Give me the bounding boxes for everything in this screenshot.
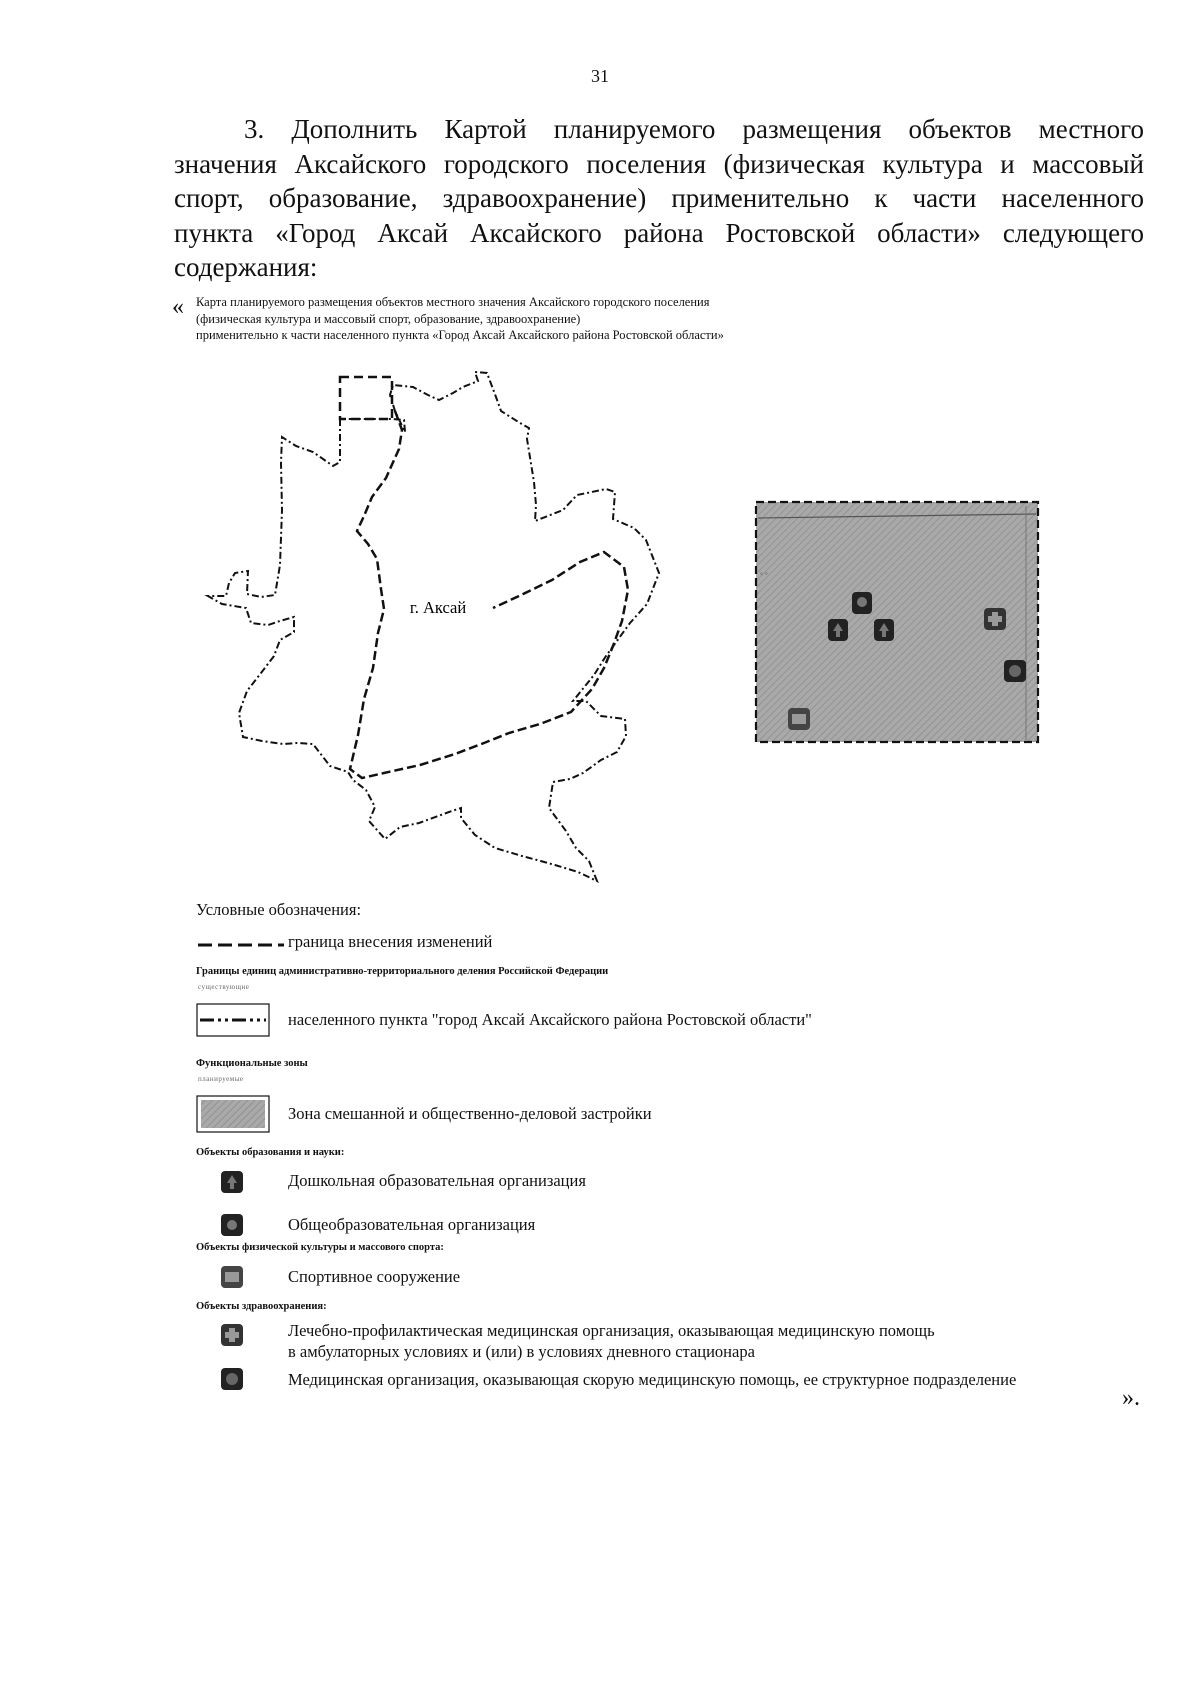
page-number: 31 bbox=[591, 66, 609, 86]
kindergarten-icon bbox=[828, 619, 848, 641]
ambulance-icon bbox=[1004, 660, 1026, 682]
kindergarten-icon bbox=[220, 1170, 244, 1194]
legend-title: Условные обозначения: bbox=[196, 900, 362, 919]
legend-settlement-boundary: населенного пункта "город Аксай Аксайского района Ростовской области" bbox=[288, 1010, 812, 1029]
map-caption-line: применительно к части населенного пункта «Город Аксай Аксайского района Ростовской области» bbox=[196, 328, 724, 342]
paragraph-line: содержания: bbox=[174, 252, 318, 282]
change-boundary-symbol bbox=[196, 940, 286, 950]
legend-emergency: Медицинская организация, оказывающая скорую медицинскую помощь, ее структурное подразделение bbox=[288, 1370, 1017, 1389]
legend-general-education: Общеобразовательная организация bbox=[288, 1215, 536, 1234]
legend-change-boundary: граница внесения изменений bbox=[288, 932, 493, 951]
legend-preschool: Дошкольная образовательная организация bbox=[288, 1171, 586, 1190]
change-boundary-line bbox=[350, 411, 628, 778]
close-quote: ». bbox=[1122, 1385, 1140, 1411]
paragraph-line: спорт, образование, здравоохранение) применительно к части населенного bbox=[174, 183, 1144, 213]
map-caption-line: (физическая культура и массовый спорт, образование, здравоохранение) bbox=[196, 311, 581, 326]
legend-zones-header: Функциональные зоны bbox=[196, 1058, 308, 1069]
paragraph-line: 3. Дополнить Картой планируемого размещения объектов местного bbox=[244, 114, 1144, 144]
inset-marker: ◦ ◦ bbox=[760, 569, 768, 578]
legend-education-header: Объекты образования и науки: bbox=[196, 1147, 345, 1158]
legend-admin-header: Границы единиц административно-территориального деления Российской Федерации bbox=[196, 966, 609, 977]
mixed-zone-symbol bbox=[196, 1095, 270, 1133]
legend-health-header: Объекты здравоохранения: bbox=[196, 1301, 327, 1312]
legend-sports-facility: Спортивное сооружение bbox=[288, 1267, 461, 1286]
city-label: г. Аксай bbox=[409, 598, 467, 617]
legend-outpatient-line1: Лечебно-профилактическая медицинская организация, оказывающая медицинскую помощь bbox=[288, 1321, 935, 1340]
change-boundary-square bbox=[340, 377, 392, 419]
legend-mixed-zone: Зона смешанной и общественно-деловой застройки bbox=[288, 1104, 652, 1123]
settlement-boundary-symbol bbox=[196, 1003, 270, 1037]
school-icon bbox=[852, 592, 872, 614]
ambulance-icon bbox=[220, 1367, 244, 1391]
clinic-icon bbox=[984, 608, 1006, 630]
sports-icon bbox=[788, 708, 810, 730]
map-caption-line: Карта планируемого размещения объектов местного значения Аксайского городского поселения bbox=[196, 295, 710, 309]
legend-admin-sub: существующие bbox=[198, 983, 250, 991]
legend-zones-sub: планируемые bbox=[198, 1075, 244, 1083]
open-quote: « bbox=[172, 294, 184, 320]
paragraph-line: пункта «Город Аксай Аксайского района Ростовской области» следующего bbox=[174, 217, 1144, 248]
school-icon bbox=[220, 1213, 244, 1237]
legend-outpatient-line2: в амбулаторных условиях и (или) в условиях дневного стационара bbox=[288, 1342, 755, 1361]
paragraph-line: значения Аксайского городского поселения (физическая культура и массовый bbox=[174, 148, 1144, 179]
clinic-icon bbox=[220, 1323, 244, 1347]
legend-sports-header: Объекты физической культуры и массового спорта: bbox=[196, 1242, 444, 1253]
kindergarten-icon bbox=[874, 619, 894, 641]
sports-icon bbox=[220, 1265, 244, 1289]
city-boundary bbox=[208, 372, 659, 881]
